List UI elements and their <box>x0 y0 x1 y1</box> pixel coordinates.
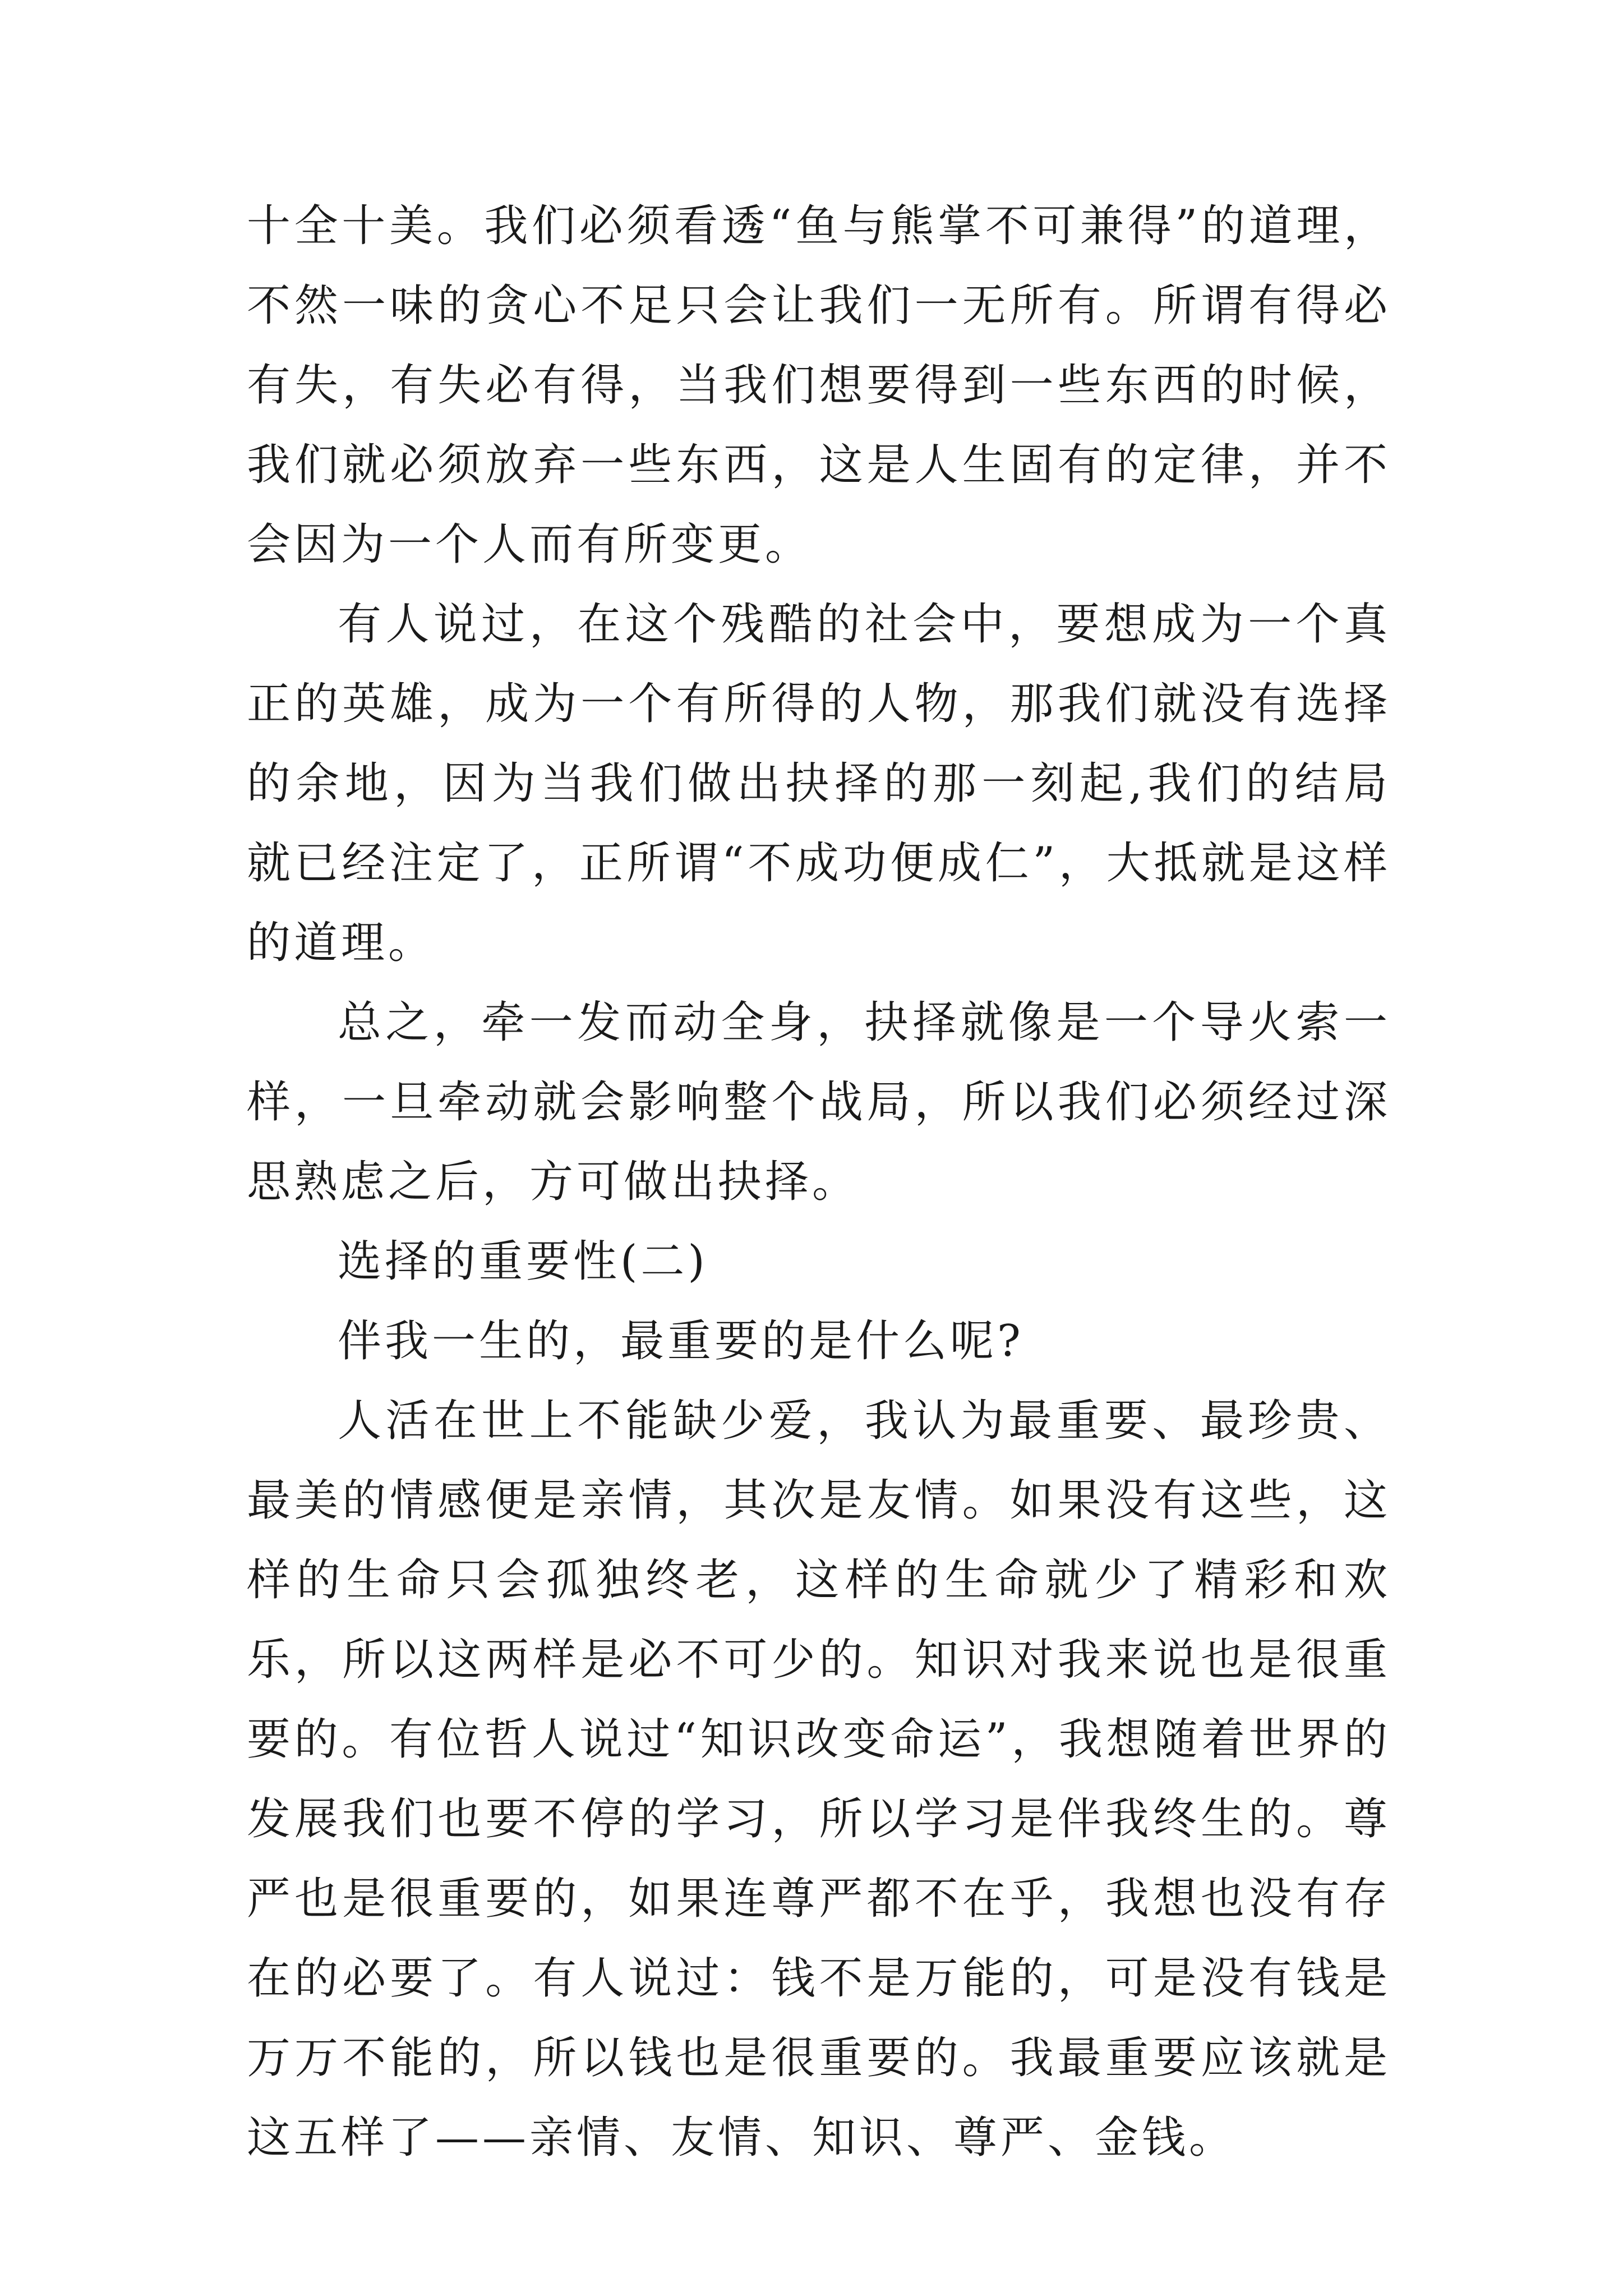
document-body <box>247 186 1391 2178</box>
paragraph-hero-choice: 有人说过，在这个残酷的社会中，要想成为一个真正的英雄，成为一个有所得的人物，那我们就没有选择的余地，因为当我们做出抉择的那一刻起,我们的结局就已经注定了，正所谓“不成功便成仁”，大抵就是这样的道理。 <box>247 599 1391 968</box>
paragraph-continuation: 十全十美。我们必须看透“鱼与熊掌不可兼得”的道理，不然一味的贪心不足只会让我们一无所有。所谓有得必有失，有失必有得，当我们想要得到一些东西的时候，我们就必须放弃一些东西，这是人生固有的定律，并不会因为一个人而有所变更。 <box>247 201 1391 570</box>
section-heading: 选择的重要性(二) <box>338 1236 708 1287</box>
paragraph-five-things: 人活在世上不能缺少爱，我认为最重要、最珍贵、最美的情感便是亲情，其次是友情。如果没有这些，这样的生命只会孤独终老，这样的生命就少了精彩和欢乐，所以这两样是必不可少的。知识对我来说也是很重要的。有位哲人说过“知识改变命运”，我想随着世界的发展我们也要不停的学习，所以学习是伴我终生的。尊严也是很重要的，如果连尊严都不在乎，我想也没有存在的必要了。有人说过：钱不是万能的，可是没有钱是万万不能的，所以钱也是很重要的。我最重要应该就是这五样了——亲情、友情、知识、尊严、金钱。 <box>247 1396 1391 2163</box>
paragraph-conclusion: 总之，牵一发而动全身，抉择就像是一个导火索一样，一旦牵动就会影响整个战局，所以我们必须经过深思熟虑之后，方可做出抉择。 <box>247 997 1391 1207</box>
paragraph-question: 伴我一生的，最重要的是什么呢? <box>338 1316 1024 1366</box>
